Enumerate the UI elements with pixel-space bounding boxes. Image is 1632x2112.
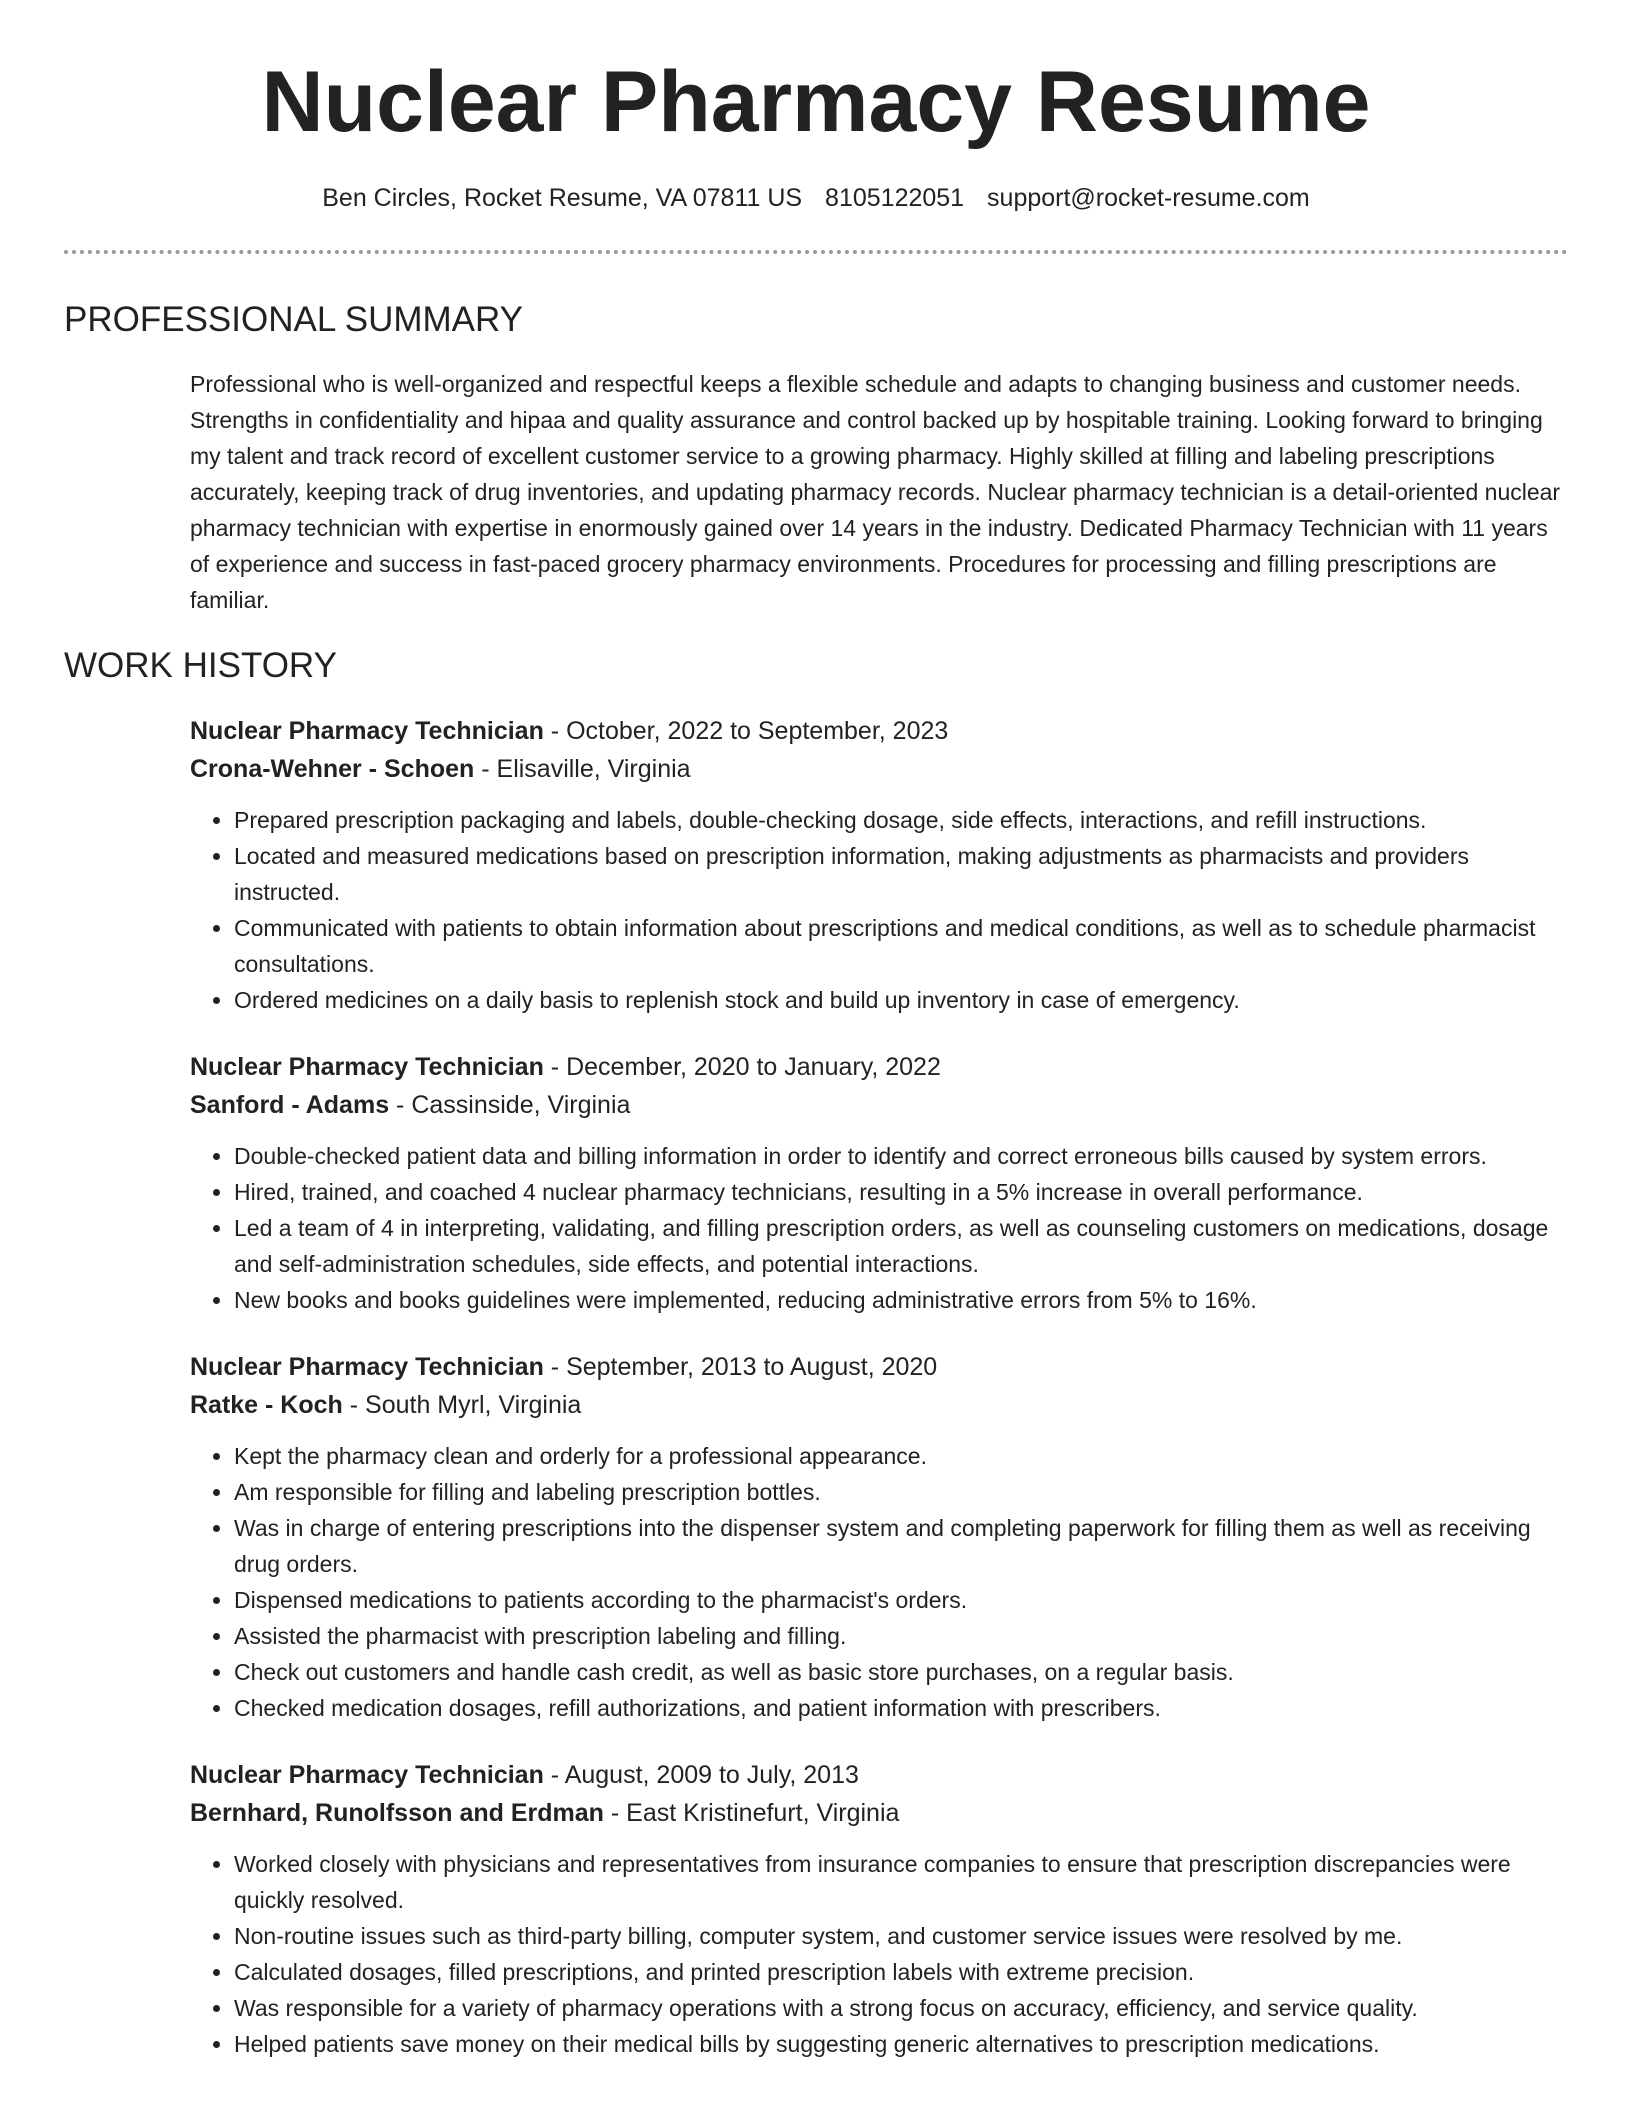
- job-bullet: • Hired, trained, and coached 4 nuclear pharmacy technicians, resulting in a 5% increase in overall performance.: [234, 1174, 1568, 1210]
- job-company-line: [190, 1794, 1568, 1832]
- job-bullet: • Prepared prescription packaging and labels, double-checking dosage, side effects, interactions, and refill instructions.: [234, 802, 1568, 838]
- job-bullet: • Dispensed medications to patients according to the pharmacist's orders.: [234, 1582, 1568, 1618]
- job-title: Nuclear Pharmacy Technician: [190, 1761, 544, 1789]
- job-bullet: • Helped patients save money on their medical bills by suggesting generic alternatives to prescription medications.: [234, 2026, 1568, 2062]
- job-dates: - December, 2020 to January, 2022: [543, 1053, 941, 1081]
- contact-email: support@rocket-resume.com: [987, 184, 1310, 212]
- job-bullet: • Kept the pharmacy clean and orderly for a professional appearance.: [234, 1438, 1568, 1474]
- job-bullet: • Was responsible for a variety of pharmacy operations with a strong focus on accuracy, efficiency, and service quality.: [234, 1990, 1568, 2026]
- job-bullet: • Double-checked patient data and billing information in order to identify and correct erroneous bills caused by system errors.: [234, 1138, 1568, 1174]
- job-dates: - August, 2009 to July, 2013: [543, 1761, 859, 1789]
- job-bullet: • Assisted the pharmacist with prescription labeling and filling.: [234, 1618, 1568, 1654]
- job-bullet: • Was in charge of entering prescriptions into the dispenser system and completing paperwork for filling them as well as receiving drug orders.: [234, 1510, 1568, 1582]
- job-bullet: • Located and measured medications based on prescription information, making adjustments as pharmacists and providers instructed.: [234, 838, 1568, 910]
- job-location: - Cassinside, Virginia: [389, 1091, 631, 1119]
- job-bullet: • Calculated dosages, filled prescriptions, and printed prescription labels with extreme precision.: [234, 1954, 1568, 1990]
- job-bullets: [190, 1138, 1568, 1318]
- job-bullet: • Checked medication dosages, refill authorizations, and patient information with prescribers.: [234, 1690, 1568, 1726]
- job-title-line: [190, 1348, 1568, 1386]
- summary-text: Professional who is well-organized and respectful keeps a flexible schedule and adapts to changing business and customer needs. Strengths in confidentiality and hipaa and quality assurance and control backed up by hospitable training. Looking forward to bringing my talent and track record of excellent customer service to a growing pharmacy. Highly skilled at filling and labeling prescriptions accurately, keeping track of drug inventories, and updating pharmacy records. Nuclear pharmacy technician is a detail-oriented nuclear pharmacy technician with expertise in enormously gained over 14 years in the industry. Dedicated Pharmacy Technician with 11 years of experience and success in fast-paced grocery pharmacy environments. Procedures for processing and filling prescriptions are familiar.: [190, 371, 1561, 613]
- resume-title: Nuclear Pharmacy Resume: [261, 54, 1371, 150]
- job-entry: [190, 1348, 1568, 1726]
- job-entry: [190, 712, 1568, 1018]
- job-company-line: [190, 750, 1568, 788]
- job-title: Nuclear Pharmacy Technician: [190, 717, 544, 745]
- contact-line: [0, 180, 1632, 216]
- job-company: Ratke - Koch: [190, 1391, 343, 1419]
- job-company: Crona-Wehner - Schoen: [190, 755, 475, 783]
- job-dates: - October, 2022 to September, 2023: [543, 717, 949, 745]
- job-bullet: • Led a team of 4 in interpreting, validating, and filling prescription orders, as well as counseling customers on medications, dosage and self-administration schedules, side effects, and potential interactions.: [234, 1210, 1568, 1282]
- job-company: Sanford - Adams: [190, 1091, 390, 1119]
- job-bullet: • New books and books guidelines were implemented, reducing administrative errors from 5% to 16%.: [234, 1282, 1568, 1318]
- job-bullet: • Non-routine issues such as third-party billing, computer system, and customer service issues were resolved by me.: [234, 1918, 1568, 1954]
- job-bullet: • Ordered medicines on a daily basis to replenish stock and build up inventory in case of emergency.: [234, 982, 1568, 1018]
- job-entry: [190, 1756, 1568, 2062]
- job-title: Nuclear Pharmacy Technician: [190, 1053, 544, 1081]
- job-bullets: [190, 1846, 1568, 2062]
- job-company-line: [190, 1086, 1568, 1124]
- job-location: - South Myrl, Virginia: [342, 1391, 582, 1419]
- job-title-line: [190, 712, 1568, 750]
- job-title-line: [190, 1756, 1568, 1794]
- job-location: - Elisaville, Virginia: [474, 755, 691, 783]
- summary-heading: PROFESSIONAL SUMMARY: [64, 300, 523, 339]
- job-bullets: [190, 1438, 1568, 1726]
- job-dates: - September, 2013 to August, 2020: [543, 1353, 938, 1381]
- contact-phone: 8105122051: [825, 184, 965, 212]
- work-history-heading: WORK HISTORY: [64, 646, 337, 685]
- job-bullet: • Worked closely with physicians and representatives from insurance companies to ensure that prescription discrepancies were quickly resolved.: [234, 1846, 1568, 1918]
- job-bullet: • Am responsible for filling and labeling prescription bottles.: [234, 1474, 1568, 1510]
- work-history-list: [190, 712, 1568, 2092]
- job-entry: [190, 1048, 1568, 1318]
- job-title: Nuclear Pharmacy Technician: [190, 1353, 544, 1381]
- contact-address: Ben Circles, Rocket Resume, VA 07811 US: [322, 184, 803, 212]
- job-title-line: [190, 1048, 1568, 1086]
- job-bullets: [190, 802, 1568, 1018]
- job-company-line: [190, 1386, 1568, 1424]
- job-bullet: • Check out customers and handle cash credit, as well as basic store purchases, on a regular basis.: [234, 1654, 1568, 1690]
- job-bullet: • Communicated with patients to obtain information about prescriptions and medical conditions, as well as to schedule pharmacist consultations.: [234, 910, 1568, 982]
- header-divider: [64, 250, 1568, 254]
- job-location: - East Kristinefurt, Virginia: [603, 1799, 900, 1827]
- job-company: Bernhard, Runolfsson and Erdman: [190, 1799, 604, 1827]
